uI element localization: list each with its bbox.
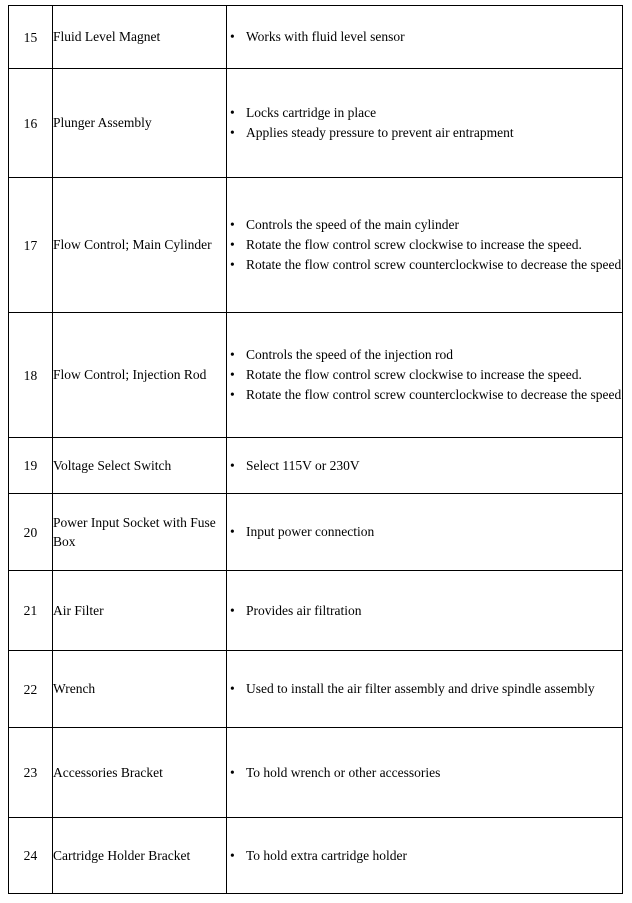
part-function-cell — [227, 651, 623, 728]
part-function-cell — [227, 6, 623, 69]
part-name-cell: Air Filter — [53, 571, 227, 651]
function-bullet-list — [227, 345, 622, 405]
bullet-icon: • — [230, 387, 235, 402]
table-row — [9, 69, 623, 178]
function-text: Locks cartridge in place — [246, 105, 377, 120]
function-text: Provides air filtration — [246, 602, 362, 618]
function-text: Applies steady pressure to prevent air entrapment — [246, 125, 514, 140]
table-row — [9, 728, 623, 818]
part-name-cell: Accessories Bracket — [53, 728, 227, 818]
part-number-cell: 24 — [9, 818, 53, 894]
table-row — [9, 571, 623, 651]
table-row — [9, 438, 623, 494]
part-number-cell: 22 — [9, 651, 53, 728]
function-bullet-item — [227, 215, 622, 235]
part-number-cell: 16 — [9, 69, 53, 178]
bullet-icon: • — [230, 367, 235, 382]
function-text: Controls the speed of the main cylinder — [246, 217, 459, 232]
function-bullet-item — [227, 235, 622, 255]
function-text: Used to install the air filter assembly and drive spindle assembly — [246, 681, 595, 696]
function-bullet-list — [227, 601, 622, 621]
bullet-icon: • — [230, 847, 235, 863]
function-bullet-item — [227, 846, 622, 866]
function-text: Rotate the flow control screw clockwise to increase the speed. — [246, 367, 582, 382]
function-bullet-list — [227, 846, 622, 866]
function-bullet-item — [227, 763, 622, 783]
part-name-cell: Fluid Level Magnet — [53, 6, 227, 69]
bullet-icon: • — [230, 29, 235, 44]
table-row — [9, 313, 623, 438]
function-bullet-item — [227, 385, 622, 405]
function-bullet-item — [227, 255, 622, 275]
part-name-cell: Power Input Socket with Fuse Box — [53, 494, 227, 571]
part-name-cell: Wrench — [53, 651, 227, 728]
part-name-cell: Flow Control; Main Cylinder — [53, 178, 227, 313]
part-function-cell — [227, 571, 623, 651]
table-row — [9, 818, 623, 894]
bullet-icon: • — [230, 764, 235, 780]
bullet-icon: • — [230, 681, 235, 696]
part-number-cell: 15 — [9, 6, 53, 69]
function-text: Input power connection — [246, 524, 375, 539]
function-bullet-item — [227, 456, 622, 476]
bullet-icon: • — [230, 524, 235, 539]
function-bullet-item — [227, 679, 622, 699]
function-bullet-list — [227, 103, 622, 143]
function-bullet-list — [227, 679, 622, 699]
function-text: To hold extra cartridge holder — [246, 847, 407, 863]
bullet-icon: • — [230, 125, 235, 140]
function-bullet-item — [227, 103, 622, 123]
function-bullet-list — [227, 522, 622, 542]
part-function-cell — [227, 69, 623, 178]
function-text: To hold wrench or other accessories — [246, 764, 441, 780]
bullet-icon: • — [230, 237, 235, 252]
part-function-cell — [227, 818, 623, 894]
part-function-cell — [227, 494, 623, 571]
function-text: Rotate the flow control screw counterclockwise to decrease the speed — [246, 387, 622, 402]
part-number-cell: 23 — [9, 728, 53, 818]
function-text: Controls the speed of the injection rod — [246, 347, 453, 362]
part-name-cell: Flow Control; Injection Rod — [53, 313, 227, 438]
bullet-icon: • — [230, 602, 235, 618]
table-row — [9, 6, 623, 69]
function-text: Works with fluid level sensor — [246, 29, 405, 44]
function-bullet-list — [227, 763, 622, 783]
function-bullet-list — [227, 215, 622, 275]
part-number-cell: 21 — [9, 571, 53, 651]
function-bullet-item — [227, 27, 622, 47]
function-bullet-item — [227, 601, 622, 621]
part-number-cell: 19 — [9, 438, 53, 494]
table-row — [9, 651, 623, 728]
bullet-icon: • — [230, 257, 235, 272]
part-function-cell — [227, 438, 623, 494]
part-function-cell — [227, 728, 623, 818]
function-bullet-item — [227, 123, 622, 143]
bullet-icon: • — [230, 217, 235, 232]
part-function-cell — [227, 313, 623, 438]
bullet-icon: • — [230, 457, 235, 473]
bullet-icon: • — [230, 347, 235, 362]
table-body — [9, 6, 623, 894]
part-name-cell: Voltage Select Switch — [53, 438, 227, 494]
function-bullet-item — [227, 522, 622, 542]
part-number-cell: 17 — [9, 178, 53, 313]
part-name-cell: Plunger Assembly — [53, 69, 227, 178]
bullet-icon: • — [230, 105, 235, 120]
table-row — [9, 178, 623, 313]
part-number-cell: 20 — [9, 494, 53, 571]
table-row — [9, 494, 623, 571]
part-number-cell: 18 — [9, 313, 53, 438]
function-text: Select 115V or 230V — [246, 457, 360, 473]
part-name-cell: Cartridge Holder Bracket — [53, 818, 227, 894]
part-function-cell — [227, 178, 623, 313]
function-bullet-item — [227, 345, 622, 365]
function-bullet-list — [227, 456, 622, 476]
function-text: Rotate the flow control screw counterclockwise to decrease the speed — [246, 257, 622, 272]
function-bullet-list — [227, 27, 622, 47]
function-text: Rotate the flow control screw clockwise to increase the speed. — [246, 237, 582, 252]
parts-function-table — [8, 5, 623, 894]
function-bullet-item — [227, 365, 622, 385]
